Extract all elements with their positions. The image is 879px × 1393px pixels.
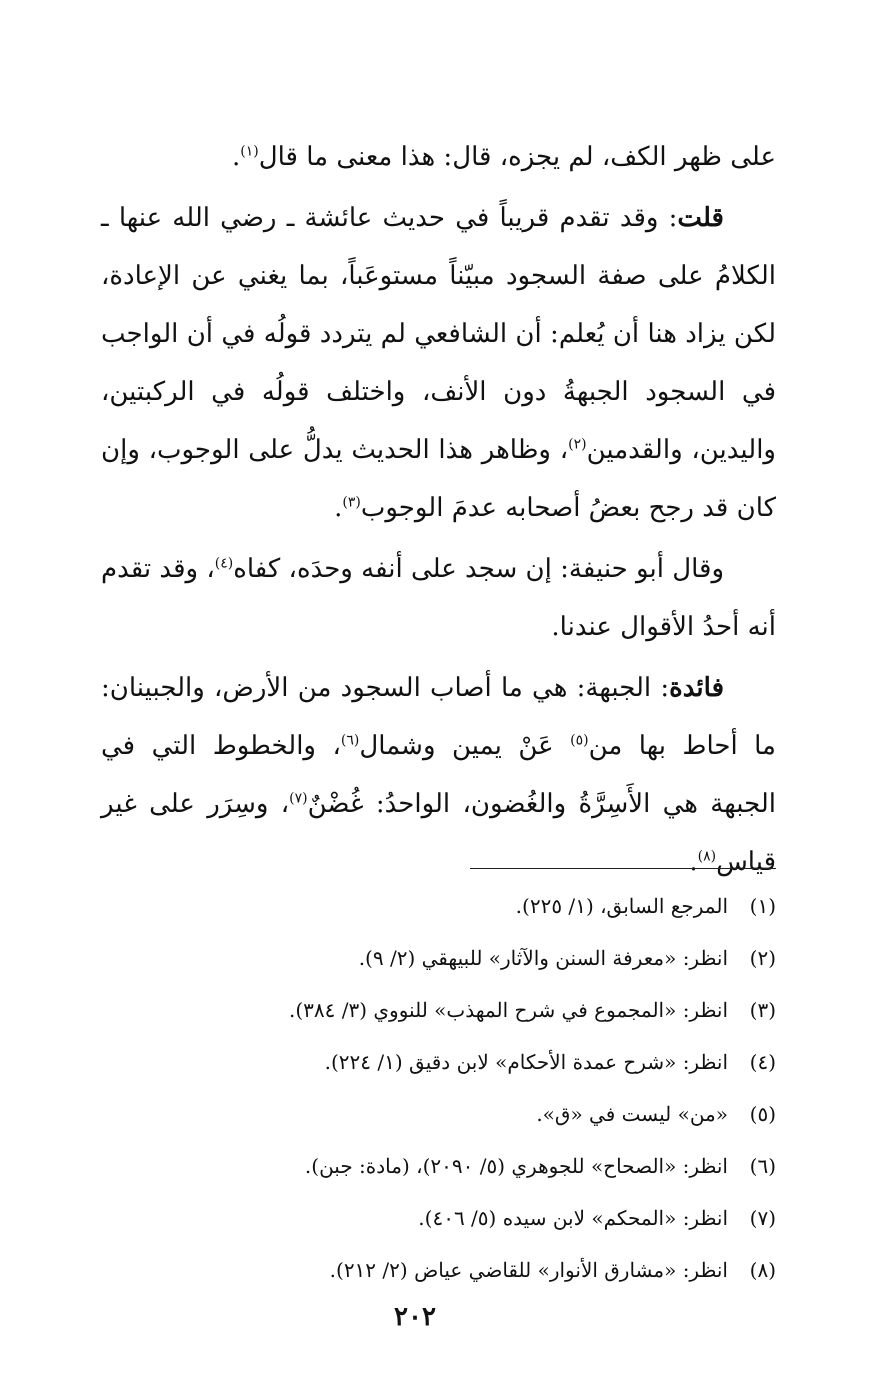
main-text (101, 128, 776, 894)
paragraph-end: . (231, 142, 241, 172)
footnote-number: (٨) (749, 1258, 776, 1282)
footnote-item (101, 1192, 776, 1244)
footnote-reference: (١) (240, 143, 259, 160)
lead-word-faida: فائدة (669, 673, 724, 703)
paragraph-end: . (689, 847, 698, 877)
paragraph-1 (101, 128, 776, 186)
footnote-reference: (٤) (214, 555, 234, 572)
paragraph-text: ، وقد تقدم أنه أحدُ الأقوال عندنا. (101, 554, 776, 642)
paragraph-end: . (334, 493, 343, 523)
footnote-reference: (٣) (342, 494, 361, 511)
paragraph-2 (101, 189, 776, 537)
footnote-reference: (٥) (570, 732, 589, 749)
paragraph-text: عَنْ يمين وشمال (359, 731, 571, 761)
paragraph-text: على ظهر الكف، لم يجزه، قال: هذا معنى ما قال (258, 142, 776, 172)
paragraph-4 (101, 659, 776, 891)
footnote-reference: (٧) (289, 790, 308, 807)
footnote-text: انظر: «مشارق الأنوار» للقاضي عياض (٢/ ٢١٢). (329, 1258, 728, 1282)
footnote-number: (٧) (749, 1206, 776, 1230)
footnote-number: (١) (749, 894, 776, 918)
footnote-item (101, 984, 776, 1036)
paragraph-text: : وقد تقدم قريباً في حديث عائشة ـ رضي الله عنها ـ الكلامُ على صفة السجود مبيّناً مستوعَباً، بما يغني عن الإعادة، لكن يزاد هنا أن يُعلم: أن الشافعي لم يتردد قولُه في أن الواجب في السجود الجبهةُ دون الأنف، واختلف قولُه في الركبتين، واليدين، والقدمين (101, 203, 776, 465)
footnotes (101, 880, 776, 1296)
footnote-text: انظر: «شرح عمدة الأحكام» لابن دقيق (١/ ٢٢٤). (324, 1050, 728, 1074)
footnote-item (101, 1088, 776, 1140)
footnote-text: انظر: «المحكم» لابن سيده (٥/ ٤٠٦). (418, 1206, 728, 1230)
paragraph-text: ، والخطوط التي في الجبهة هي الأَسِرَّةُ والغُضون، الواحدُ: غُضْنٌ (101, 731, 776, 819)
footnote-divider (470, 868, 776, 869)
paragraph-text: ، وظاهر هذا الحديث يدلُّ على الوجوب، وإن كان قد رجح بعضُ أصحابه عدمَ الوجوب (101, 435, 776, 523)
paragraph-3 (101, 540, 776, 656)
footnote-text: انظر: «معرفة السنن والآثار» للبيهقي (٢/ ٩). (358, 946, 728, 970)
footnote-text: انظر: «المجموع في شرح المهذب» للنووي (٣/ ٣٨٤). (288, 998, 728, 1022)
paragraph-text: ، وسِرَر على غير قياس (101, 789, 776, 877)
footnote-reference: (٢) (568, 436, 587, 453)
footnote-text: المرجع السابق، (١/ ٢٢٥). (515, 894, 728, 918)
footnote-reference: (٦) (340, 732, 360, 749)
footnote-number: (٥) (749, 1102, 776, 1126)
paragraph-text: وقال أبو حنيفة: إن سجد على أنفه وحدَه، كفاه (233, 554, 725, 584)
paragraph-text: : الجبهة: هي ما أصاب السجود من الأرض، والجبينان: ما أحاط بها من (101, 673, 776, 761)
page-number: ٢٠٢ (394, 1302, 436, 1332)
footnote-item (101, 880, 776, 932)
lead-word-qult: قلت (677, 203, 724, 233)
footnote-text: انظر: «الصحاح» للجوهري (٥/ ٢٠٩٠)، (مادة: جبن). (304, 1154, 728, 1178)
footnote-reference: (٨) (697, 848, 717, 865)
footnote-number: (٦) (749, 1154, 776, 1178)
footnote-item (101, 1140, 776, 1192)
footnote-item (101, 1036, 776, 1088)
footnote-number: (٤) (749, 1050, 776, 1074)
footnote-number: (٢) (749, 946, 776, 970)
footnote-item (101, 1244, 776, 1296)
footnote-item (101, 932, 776, 984)
footnote-text: «من» ليست في «ق». (536, 1102, 728, 1126)
footnote-number: (٣) (749, 998, 776, 1022)
